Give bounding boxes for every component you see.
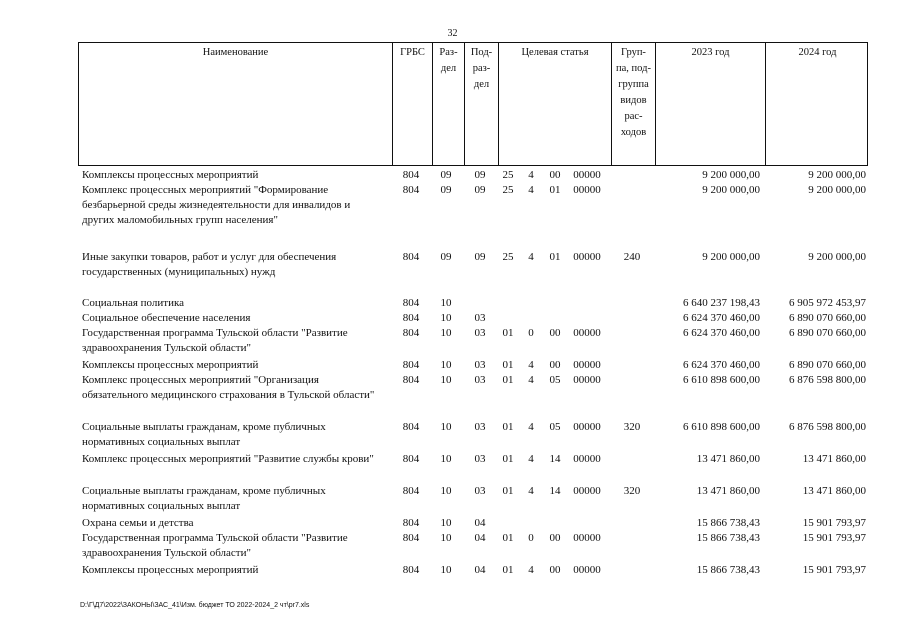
row-2023: 15 866 738,43 — [696, 517, 760, 529]
row-razdel: 10 — [440, 312, 452, 324]
header-expense-group: Груп- па, под- группа видов рас- ходов — [611, 43, 655, 165]
header-2023: 2023 год — [655, 43, 765, 165]
row-2024: 6 876 598 800,00 — [789, 374, 866, 386]
row-target-3: 00 — [549, 564, 561, 576]
row-group: 320 — [623, 485, 641, 497]
row-podrazdel: 03 — [474, 485, 486, 497]
row-razdel: 10 — [440, 564, 452, 576]
row-target-2: 4 — [528, 251, 534, 263]
row-target-4: 00000 — [573, 485, 601, 497]
row-2023: 13 471 860,00 — [696, 485, 760, 497]
row-name: Комплекс процессных мероприятий "Организация обязательного медицинского страхования в Тульской области" — [82, 374, 375, 401]
row-target-1: 01 — [502, 374, 514, 386]
row-grbs: 804 — [402, 312, 420, 324]
row-2023: 9 200 000,00 — [702, 184, 760, 196]
row-razdel: 10 — [440, 297, 452, 309]
row-target-2: 4 — [528, 421, 534, 433]
row-grbs: 804 — [402, 297, 420, 309]
row-2023: 13 471 860,00 — [696, 453, 760, 465]
row-2024: 6 876 598 800,00 — [789, 421, 866, 433]
row-name: Комплексы процессных мероприятий — [82, 564, 259, 576]
row-target-2: 4 — [528, 359, 534, 371]
row-podrazdel: 03 — [474, 374, 486, 386]
row-target-1: 25 — [502, 184, 514, 196]
row-group: 320 — [623, 421, 641, 433]
row-2023: 6 640 237 198,43 — [683, 297, 760, 309]
row-2023: 9 200 000,00 — [702, 251, 760, 263]
row-razdel: 09 — [440, 169, 452, 181]
row-2023: 6 610 898 600,00 — [683, 421, 760, 433]
row-target-2: 0 — [528, 532, 534, 544]
row-2024: 15 901 793,97 — [802, 517, 866, 529]
row-target-4: 00000 — [573, 532, 601, 544]
row-2024: 6 905 972 453,97 — [789, 297, 866, 309]
row-2023: 6 610 898 600,00 — [683, 374, 760, 386]
row-target-1: 01 — [502, 485, 514, 497]
row-target-4: 00000 — [573, 453, 601, 465]
row-target-1: 25 — [502, 251, 514, 263]
row-grbs: 804 — [402, 327, 420, 339]
file-path-footer: D:\Г\Д7\2022\ЗАКОНЫ\ЗАС_41\Изм. бюджет ТО 2022-2024_2 чт\pr7.xls — [80, 602, 310, 609]
row-target-1: 01 — [502, 453, 514, 465]
row-target-3: 05 — [549, 374, 561, 386]
row-2024: 9 200 000,00 — [808, 169, 866, 181]
row-razdel: 10 — [440, 359, 452, 371]
row-name: Социальные выплаты гражданам, кроме публичных нормативных социальных выплат — [82, 485, 326, 512]
row-target-1: 01 — [502, 327, 514, 339]
row-target-3: 01 — [549, 251, 561, 263]
row-grbs: 804 — [402, 532, 420, 544]
row-grbs: 804 — [402, 485, 420, 497]
row-2023: 9 200 000,00 — [702, 169, 760, 181]
row-2023: 15 866 738,43 — [696, 564, 760, 576]
row-target-3: 01 — [549, 184, 561, 196]
row-target-4: 00000 — [573, 564, 601, 576]
row-target-1: 01 — [502, 359, 514, 371]
header-2024: 2024 год — [765, 43, 869, 165]
header-target-article: Целевая статья — [498, 43, 611, 165]
row-podrazdel: 03 — [474, 453, 486, 465]
row-2023: 6 624 370 460,00 — [683, 327, 760, 339]
row-razdel: 10 — [440, 453, 452, 465]
row-group: 240 — [623, 251, 641, 263]
row-target-2: 4 — [528, 564, 534, 576]
row-grbs: 804 — [402, 453, 420, 465]
row-target-4: 00000 — [573, 184, 601, 196]
row-target-2: 4 — [528, 485, 534, 497]
table-header — [78, 42, 868, 166]
row-target-4: 00000 — [573, 374, 601, 386]
row-podrazdel: 04 — [474, 564, 486, 576]
row-grbs: 804 — [402, 169, 420, 181]
row-name: Государственная программа Тульской области "Развитие здравоохранения Тульской области" — [82, 327, 348, 354]
row-target-3: 00 — [549, 169, 561, 181]
row-name: Социальное обеспечение населения — [82, 312, 251, 324]
row-target-1: 01 — [502, 532, 514, 544]
row-2024: 6 890 070 660,00 — [789, 327, 866, 339]
row-target-3: 14 — [549, 485, 561, 497]
row-podrazdel: 04 — [474, 517, 486, 529]
row-2024: 13 471 860,00 — [802, 453, 866, 465]
row-target-3: 00 — [549, 327, 561, 339]
row-name: Социальная политика — [82, 297, 185, 309]
row-name: Иные закупки товаров, работ и услуг для обеспечения государственных (муниципальных) нужд — [82, 251, 337, 278]
row-target-1: 25 — [502, 169, 514, 181]
row-podrazdel: 03 — [474, 312, 486, 324]
row-razdel: 10 — [440, 485, 452, 497]
row-2024: 6 890 070 660,00 — [789, 312, 866, 324]
row-razdel: 09 — [440, 184, 452, 196]
row-podrazdel: 09 — [474, 251, 486, 263]
row-2024: 13 471 860,00 — [802, 485, 866, 497]
row-2023: 15 866 738,43 — [696, 532, 760, 544]
row-name: Комплекс процессных мероприятий "Развитие службы крови" — [82, 453, 374, 465]
header-grbs: ГРБС — [392, 43, 432, 165]
row-podrazdel: 09 — [474, 184, 486, 196]
row-target-4: 00000 — [573, 251, 601, 263]
row-grbs: 804 — [402, 251, 420, 263]
row-grbs: 804 — [402, 421, 420, 433]
row-target-3: 14 — [549, 453, 561, 465]
row-2024: 9 200 000,00 — [808, 184, 866, 196]
page-number: 32 — [447, 28, 458, 39]
row-grbs: 804 — [402, 564, 420, 576]
row-razdel: 10 — [440, 327, 452, 339]
row-name: Комплекс процессных мероприятий "Формирование безбарьерной среды жизнедеятельности для инвалидов и других маломобильных групп населения" — [82, 184, 351, 226]
row-target-1: 01 — [502, 421, 514, 433]
row-target-4: 00000 — [573, 359, 601, 371]
budget-table — [78, 42, 868, 576]
row-podrazdel: 03 — [474, 421, 486, 433]
row-target-3: 05 — [549, 421, 561, 433]
row-grbs: 804 — [402, 517, 420, 529]
header-podrazdel: Под- раз- дел — [464, 43, 498, 165]
header-razdel: Раз- дел — [432, 43, 464, 165]
row-name: Охрана семьи и детства — [82, 517, 194, 529]
row-name: Социальные выплаты гражданам, кроме публичных нормативных социальных выплат — [82, 421, 326, 448]
row-2024: 15 901 793,97 — [802, 532, 866, 544]
row-grbs: 804 — [402, 184, 420, 196]
row-target-3: 00 — [549, 532, 561, 544]
row-target-2: 0 — [528, 327, 534, 339]
row-target-2: 4 — [528, 374, 534, 386]
row-2023: 6 624 370 460,00 — [683, 359, 760, 371]
row-grbs: 804 — [402, 374, 420, 386]
row-name: Государственная программа Тульской области "Развитие здравоохранения Тульской области" — [82, 532, 348, 559]
row-podrazdel: 03 — [474, 327, 486, 339]
row-target-4: 00000 — [573, 169, 601, 181]
row-grbs: 804 — [402, 359, 420, 371]
row-podrazdel: 03 — [474, 359, 486, 371]
row-podrazdel: 04 — [474, 532, 486, 544]
row-razdel: 09 — [440, 251, 452, 263]
row-target-1: 01 — [502, 564, 514, 576]
row-razdel: 10 — [440, 374, 452, 386]
row-target-3: 00 — [549, 359, 561, 371]
row-2024: 9 200 000,00 — [808, 251, 866, 263]
row-name: Комплексы процессных мероприятий — [82, 359, 259, 371]
row-razdel: 10 — [440, 517, 452, 529]
row-target-2: 4 — [528, 169, 534, 181]
header-name: Наименование — [202, 47, 269, 58]
row-target-2: 4 — [528, 184, 534, 196]
row-2024: 15 901 793,97 — [802, 564, 866, 576]
row-target-4: 00000 — [573, 327, 601, 339]
row-2024: 6 890 070 660,00 — [789, 359, 866, 371]
row-podrazdel: 09 — [474, 169, 486, 181]
row-name: Комплексы процессных мероприятий — [82, 169, 259, 181]
row-target-4: 00000 — [573, 421, 601, 433]
row-razdel: 10 — [440, 421, 452, 433]
row-razdel: 10 — [440, 532, 452, 544]
row-2023: 6 624 370 460,00 — [683, 312, 760, 324]
row-target-2: 4 — [528, 453, 534, 465]
